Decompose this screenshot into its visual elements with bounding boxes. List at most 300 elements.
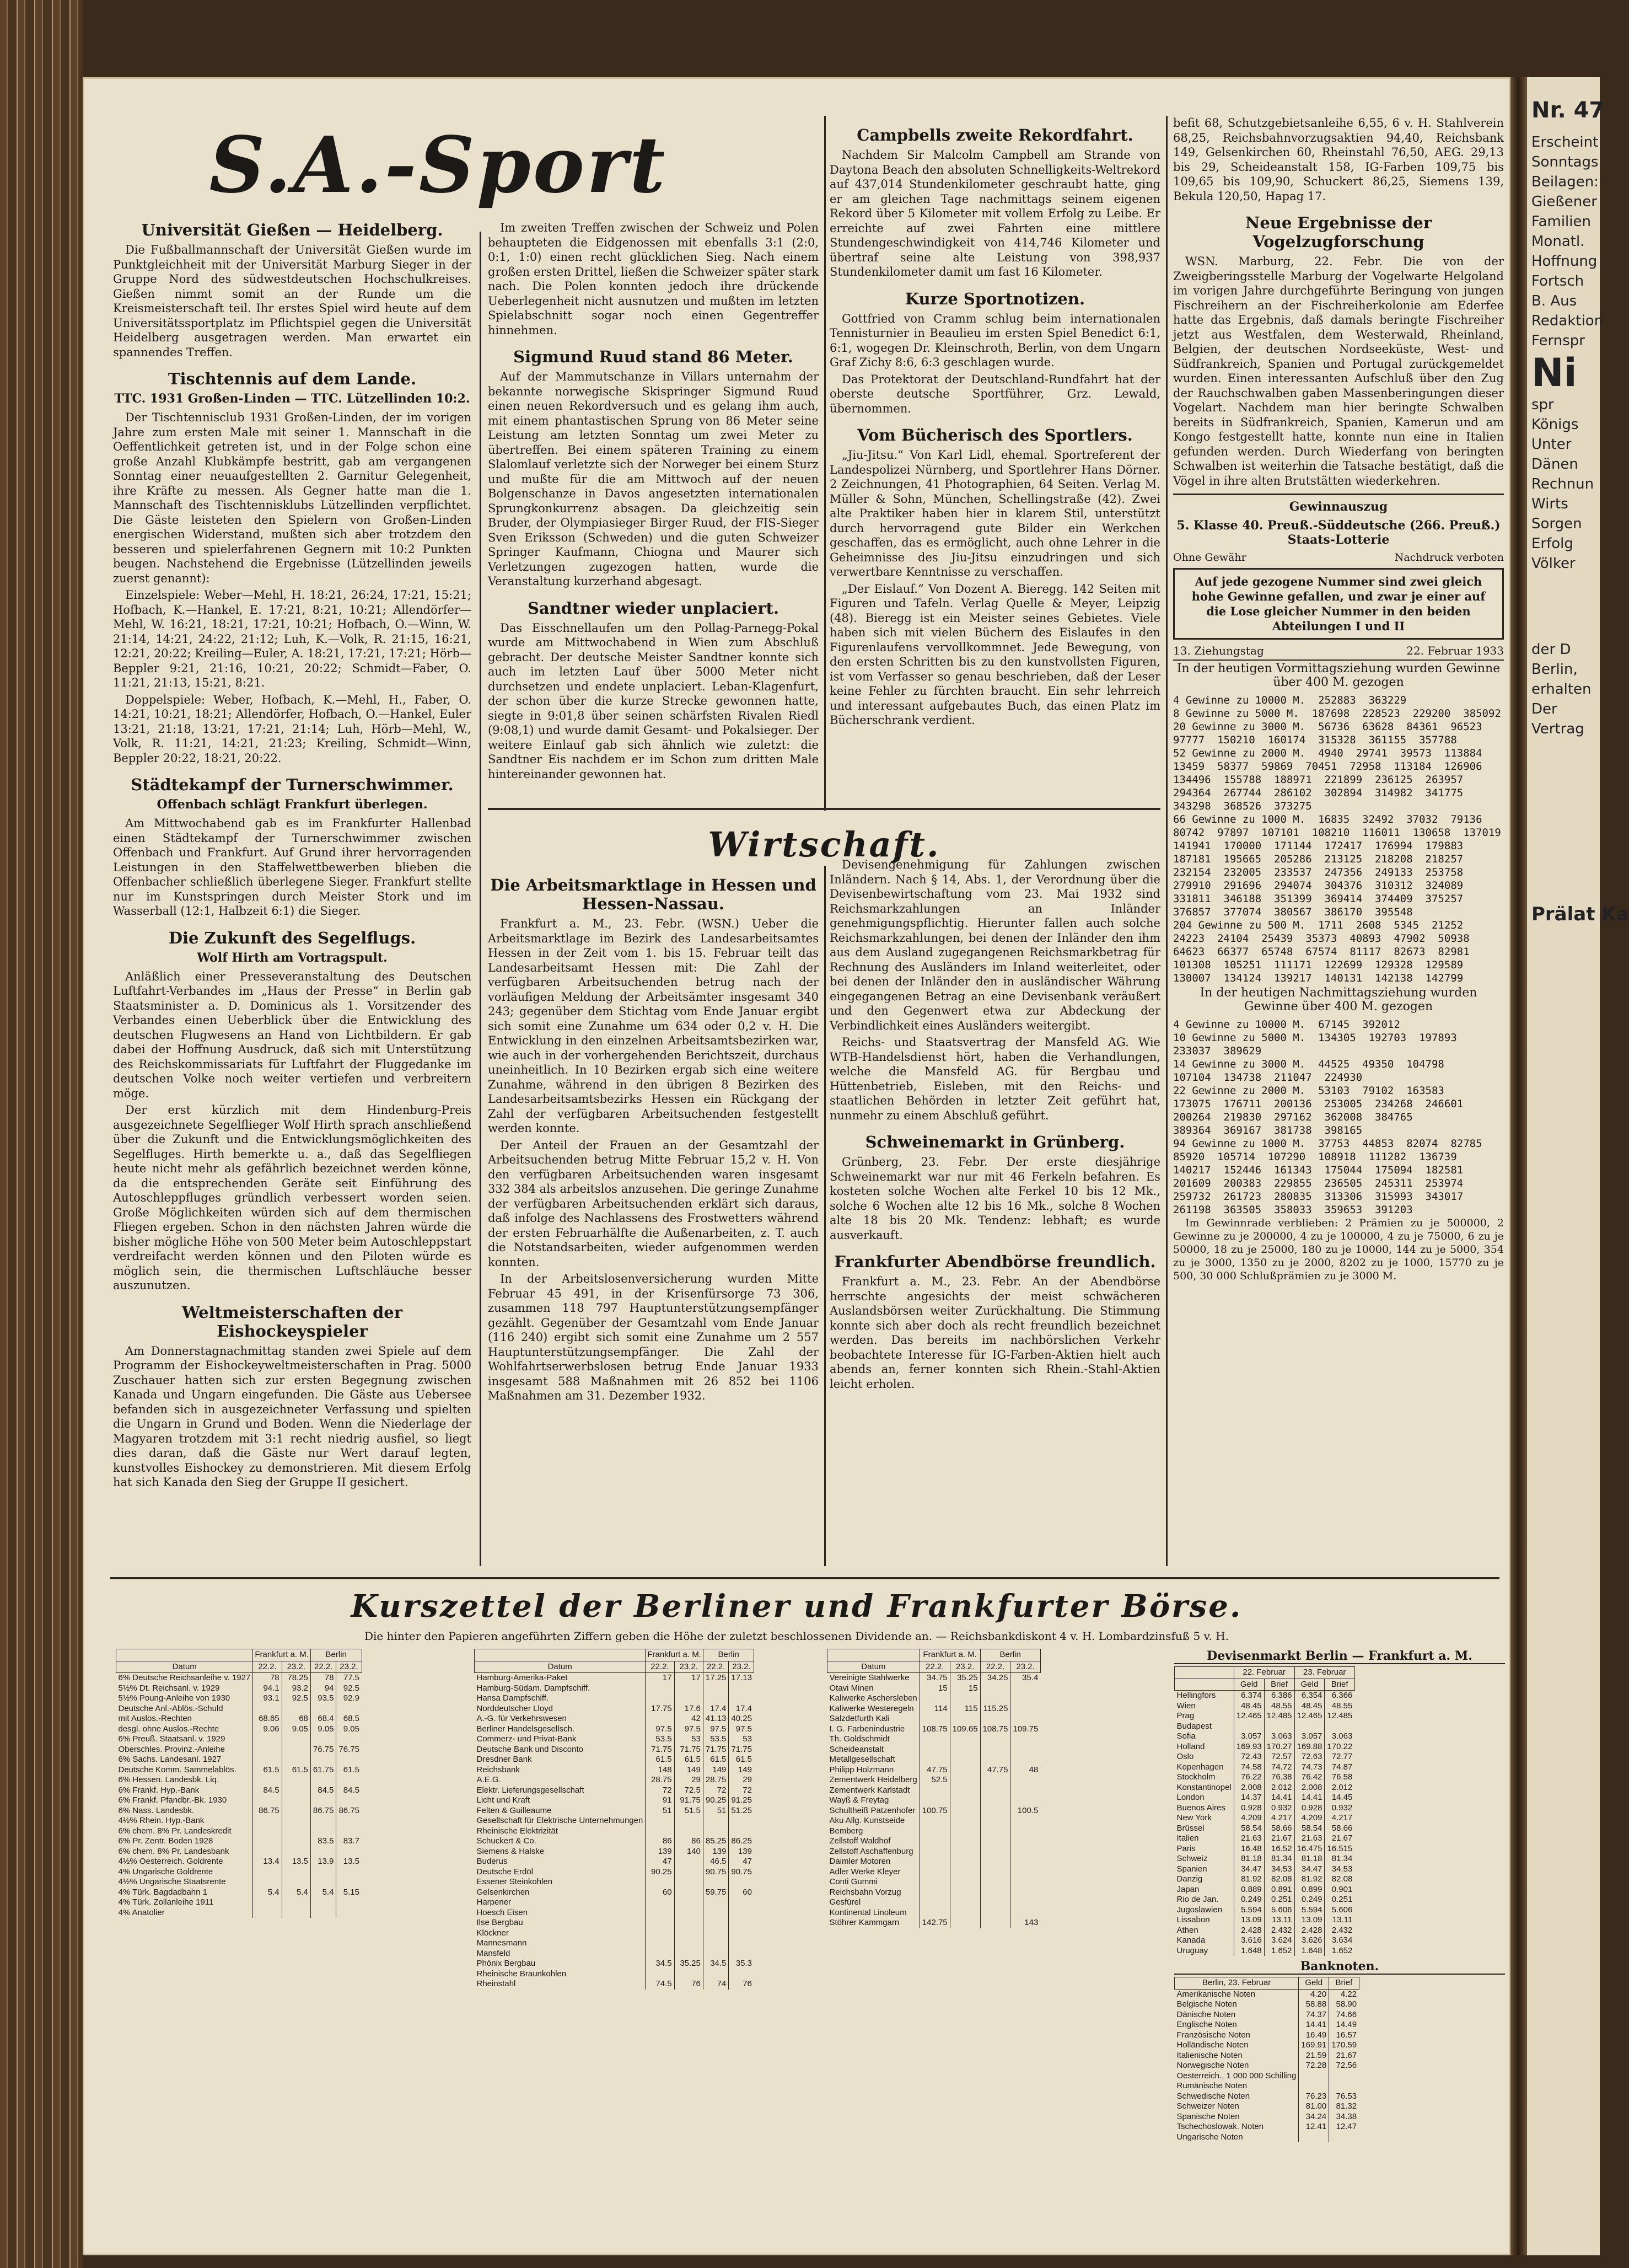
- lottery-day: 13. Ziehungstag: [1173, 644, 1264, 657]
- quote-value: [980, 1806, 1010, 1816]
- rate-value: 5.606: [1325, 1905, 1354, 1916]
- quote-value: 92.5: [336, 1683, 362, 1694]
- rate-value: 12.485: [1264, 1711, 1294, 1722]
- table-row: [827, 1775, 1041, 1786]
- quote-value: [950, 1888, 980, 1898]
- rate-value: 169.93: [1234, 1742, 1264, 1752]
- quote-value: [646, 1826, 674, 1837]
- quote-value: [1010, 1836, 1040, 1847]
- quote-value: 29: [729, 1775, 754, 1786]
- rate-value: 0.889: [1234, 1885, 1264, 1895]
- quote-value: 97.5: [703, 1724, 729, 1735]
- table-row: [116, 1908, 362, 1918]
- quote-value: [310, 1877, 336, 1888]
- issue-number: Nr. 47: [1531, 98, 1605, 123]
- rate-value: 3.616: [1234, 1935, 1264, 1946]
- economy-column-2: [830, 857, 1160, 1569]
- quote-value: [950, 1897, 980, 1908]
- quote-value: [646, 1928, 674, 1939]
- article-title: Kurze Sportnotizen.: [905, 289, 1085, 308]
- table-row: [475, 1908, 754, 1918]
- table-row: [1175, 2020, 1359, 2030]
- quote-value: [336, 1867, 362, 1878]
- quote-value: [646, 1714, 674, 1724]
- quote-value: 35.25: [674, 1959, 703, 1969]
- currency-name: Danzig: [1176, 1874, 1203, 1884]
- quote-value: 34.5: [703, 1959, 729, 1969]
- table-row: [1175, 1895, 1355, 1905]
- table-row: [475, 1877, 754, 1888]
- rate-value: 76.58: [1325, 1772, 1354, 1783]
- quote-value: 85.25: [703, 1836, 729, 1847]
- table-row: [475, 1683, 754, 1694]
- adjacent-text-fragment: Familien: [1531, 213, 1591, 230]
- table-row: [116, 1888, 362, 1898]
- quote-value: [1010, 1745, 1040, 1755]
- quote-value: [1010, 1857, 1040, 1867]
- quote-value: [253, 1816, 282, 1826]
- quote-value: 15: [950, 1683, 980, 1694]
- rate-value: 16.475: [1294, 1844, 1325, 1854]
- quote-value: 5.4: [310, 1888, 336, 1898]
- lottery-date: 22. Februar 1933: [1406, 644, 1504, 657]
- table-header-cell: 23.2.: [1010, 1661, 1040, 1673]
- rate-value: 16.49: [1299, 2030, 1329, 2041]
- table-group-header: 23. Februar: [1294, 1667, 1354, 1679]
- article-body: Gottfried von Cramm schlug beim internationalen Tennisturnier in Beaulieu im ersten Spiel Benedict 6:1, 6:1, wogegen Dr. Kleinschroth, Berlin, von dem Ungarn Graf Zichy 8:6, 6:3 geschlagen wurde.: [830, 312, 1160, 369]
- adjacent-text-fragment: Monatl.: [1531, 233, 1585, 250]
- security-name: Kaliwerke Aschersleben: [829, 1693, 917, 1703]
- security-name: Berliner Handelsgesellsch.: [476, 1724, 575, 1734]
- quote-value: 48: [1010, 1765, 1040, 1776]
- quote-value: 47: [729, 1857, 754, 1867]
- quote-value: [646, 1949, 674, 1959]
- table-row: [116, 1795, 362, 1806]
- table-header-cell: 23.2.: [336, 1661, 362, 1673]
- quote-value: [253, 1826, 282, 1837]
- quote-value: [703, 1928, 729, 1939]
- rate-value: 74.87: [1325, 1762, 1354, 1773]
- quote-value: [282, 1897, 310, 1908]
- quote-value: 5.4: [253, 1888, 282, 1898]
- currency-name: Paris: [1176, 1843, 1196, 1853]
- quote-value: [336, 1877, 362, 1888]
- table-row: [475, 1836, 754, 1847]
- security-name: Hamburg-Amerika-Paket: [476, 1673, 568, 1682]
- article-body: Devisengenehmigung für Zahlungen zwischen Inländern. Nach § 14, Abs. 1, der Verordnung über die Devisenbewirtschaftung vom 23. Mai 1932 sind Reichsmarkzahlungen an Inländer genehmigungspflichtig. Hierunter fallen auch solche Reichsmarkzahlungen, bei denen der Inländer den ihm aus dem Ausland zugegangenen Reichsmarkbetrag für Rechnung des Ausländers im Inland weiterleitet, oder bei denen der Inländer den in ausländischer Währung eingegangenen Betrag an eine Devisenbank veräußert und den Gegenwert etwa zur Abdeckung der Verbindlichkeit eines Ausländers weitergibt.: [830, 858, 1160, 1032]
- rate-value: 14.37: [1234, 1793, 1264, 1803]
- quote-value: [980, 1867, 1010, 1878]
- column-rule: [480, 232, 481, 1566]
- article-body: Grünberg, 23. Febr. Der erste diesjährige Schweinemarkt war nur mit 46 Ferkeln befahren. Es kosteten solche Wochen alte Ferkel 10 bis 12 Mk., solche 6 Wochen alte 12 bis 16 Mk., solche 8 Wochen alte 18 bis 20 Mk. Tendenz: lebhaft; es wurde ausverkauft.: [830, 1155, 1160, 1242]
- quote-value: [253, 1877, 282, 1888]
- quote-value: [980, 1908, 1010, 1918]
- table-row: [1175, 1999, 1359, 2010]
- quote-value: [674, 1969, 703, 1980]
- table-row: [827, 1877, 1041, 1888]
- rate-value: 21.67: [1264, 1833, 1294, 1844]
- table-row: [475, 1888, 754, 1898]
- quote-value: 51.25: [729, 1806, 754, 1816]
- currency-name: Prag: [1176, 1711, 1195, 1720]
- table-header-cell: Datum: [116, 1661, 253, 1673]
- column-rule: [824, 116, 826, 811]
- table-header-cell: [827, 1649, 920, 1661]
- quote-value: [674, 1938, 703, 1949]
- quote-value: [646, 1816, 674, 1826]
- rate-value: [1294, 1722, 1325, 1732]
- table-row: [1175, 2040, 1359, 2051]
- currency-name: New York: [1176, 1813, 1212, 1822]
- security-name: 6% Frankf. Hyp.-Bank: [118, 1785, 200, 1795]
- security-name: 4% Türk. Zollanleihe 1911: [118, 1897, 214, 1907]
- quote-value: [1010, 1867, 1040, 1878]
- table-header-cell: 22.2.: [646, 1661, 674, 1673]
- table-row: [827, 1888, 1041, 1898]
- rate-value: [1264, 1722, 1294, 1732]
- lottery-copyright: Nachdruck verboten: [1394, 551, 1504, 564]
- rate-value: 21.67: [1325, 1833, 1354, 1844]
- quote-value: 149: [674, 1765, 703, 1776]
- table-row: [116, 1786, 362, 1796]
- rate-value: 76.38: [1264, 1772, 1294, 1783]
- adjacent-fragments: [1531, 395, 1595, 573]
- table-header-cell: 22.2.: [980, 1661, 1010, 1673]
- quote-value: 143: [1010, 1918, 1040, 1928]
- quote-value: 108.75: [980, 1724, 1010, 1735]
- quote-value: [920, 1693, 950, 1704]
- security-name: 6% chem. 8% Pr. Landesbank: [118, 1846, 229, 1856]
- quote-value: 114: [920, 1704, 950, 1714]
- adjacent-text-fragment: erhalten: [1531, 681, 1592, 698]
- quote-value: [310, 1755, 336, 1765]
- banknote-name: Französische Noten: [1176, 2030, 1250, 2040]
- rate-value: 81.32: [1329, 2101, 1359, 2112]
- table-row: [475, 1745, 754, 1755]
- quote-value: [980, 1786, 1010, 1796]
- quote-value: [336, 1795, 362, 1806]
- quote-value: 17.13: [729, 1673, 754, 1683]
- rate-value: 74.37: [1299, 2010, 1329, 2020]
- rate-value: 34.47: [1294, 1864, 1325, 1875]
- table-header-cell: 22.2.: [703, 1661, 729, 1673]
- security-name: Mansfeld: [476, 1948, 510, 1958]
- quote-value: 90.25: [646, 1867, 674, 1878]
- table-row: [1175, 1701, 1355, 1712]
- table-row: [116, 1714, 362, 1724]
- quote-value: 17.25: [703, 1673, 729, 1683]
- adjacent-text-fragment: Erscheint: [1531, 134, 1599, 151]
- rate-value: 2.432: [1325, 1926, 1354, 1936]
- rate-value: 2.008: [1294, 1783, 1325, 1793]
- quote-value: [310, 1826, 336, 1837]
- quote-value: 86.75: [253, 1806, 282, 1816]
- rate-value: 4.209: [1294, 1813, 1325, 1824]
- quote-value: [282, 1836, 310, 1847]
- table-row: [475, 1949, 754, 1959]
- table-row: [1175, 1783, 1355, 1793]
- article-body: Am Donnerstagnachmittag standen zwei Spiele auf dem Programm der Eishockeyweltmeisterschaften in Prag. 5000 Zuschauer hatten sich zur ersten Begegnung zwischen Kanada und Ungarn eingefunden. Die Gäste aus Uebersee befanden sich in ausgezeichneter Verfassung und spielten die Ungarn in Grund und Boden. Wenn die Niederlage der Magyaren trotzdem mit 3:1 recht niedrig ausfiel, so liegt dies daran, daß die Gäste nur Wert darauf legten, kunstvolles Eishockey zu demonstrieren. Mit diesem Erfolg hat sich Kanada den Sieg der Gruppe II gesichert.: [113, 1344, 471, 1489]
- currency-table: [1174, 1666, 1355, 1956]
- rate-value: 6.354: [1294, 1691, 1325, 1701]
- security-name: Dresdner Bank: [476, 1755, 532, 1764]
- security-name: Hamburg-Südam. Dampfschiff.: [476, 1683, 590, 1693]
- quote-value: [729, 1826, 754, 1837]
- article-title: Weltmeisterschaften der Eishockeyspieler: [181, 1302, 403, 1341]
- table-row: [116, 1673, 362, 1683]
- quote-value: [703, 1969, 729, 1980]
- quote-value: [646, 1908, 674, 1918]
- quote-value: 53: [674, 1734, 703, 1745]
- table-row: [827, 1673, 1041, 1683]
- article-body: Im zweiten Treffen zwischen der Schweiz und Polen behaupteten die Eidgenossen mit ebenfalls 3:1 (2:0, 0:1, 1:0) einen recht glücklichen Sieg. Nach einem großen ersten Drittel, ließen die Schweizer später stark nach. Die Polen konnten jedoch ihre drückende Ueberlegenheit nicht ausnutzen und mußten im letzten Spielabschnitt sogar noch einen Gegentreffer hinnehmen.: [488, 221, 819, 337]
- quote-value: 61.75: [310, 1765, 336, 1776]
- quote-value: 78.25: [282, 1673, 310, 1683]
- quote-value: 86.75: [310, 1806, 336, 1816]
- banknote-name: Holländische Noten: [1176, 2040, 1249, 2050]
- quote-value: 61.5: [282, 1765, 310, 1776]
- quote-value: 83.5: [310, 1836, 336, 1847]
- quote-value: 97.5: [674, 1724, 703, 1735]
- quote-value: [980, 1836, 1010, 1847]
- currency-name: Buenos Aires: [1176, 1803, 1225, 1813]
- table-row: [1175, 1722, 1355, 1732]
- quote-value: 60: [646, 1888, 674, 1898]
- quote-value: 35.4: [1010, 1673, 1040, 1683]
- table-row: [475, 1969, 754, 1980]
- table-row: [116, 1693, 362, 1704]
- table-row: [827, 1724, 1041, 1735]
- quote-value: 74.5: [646, 1979, 674, 1990]
- rate-value: 3.634: [1325, 1935, 1354, 1946]
- quote-table: [116, 1649, 362, 1918]
- table-row: [475, 1795, 754, 1806]
- rate-value: 21.59: [1299, 2051, 1329, 2061]
- security-name: Hansa Dampfschiff.: [476, 1693, 549, 1703]
- quote-value: [1010, 1755, 1040, 1765]
- lottery-section: [1173, 494, 1504, 1283]
- rate-value: 34.24: [1299, 2112, 1329, 2122]
- lottery-afternoon-caption: In der heutigen Nachmittagsziehung wurden Gewinne über 400 M. gezogen: [1200, 986, 1477, 1014]
- banknotes-heading: Banknoten.: [1174, 1959, 1505, 1975]
- rate-value: 21.63: [1234, 1833, 1264, 1844]
- rate-value: 12.47: [1329, 2122, 1359, 2132]
- quote-value: [1010, 1908, 1040, 1918]
- table-row: [475, 1704, 754, 1714]
- rate-value: 81.00: [1299, 2101, 1329, 2112]
- security-name: Norddeutscher Lloyd: [476, 1703, 553, 1713]
- table-row: [827, 1765, 1041, 1776]
- article-title: Sigmund Ruud stand 86 Meter.: [513, 347, 793, 366]
- currency-name: Wien: [1176, 1701, 1196, 1711]
- rate-value: 5.594: [1294, 1905, 1325, 1916]
- table-header-cell: 22.2.: [253, 1661, 282, 1673]
- rate-value: 81.34: [1264, 1854, 1294, 1864]
- adjacent-text-fragment: Prälat Ka: [1531, 903, 1629, 925]
- table-row: [827, 1734, 1041, 1745]
- security-name: 5½% Poung-Anleihe von 1930: [118, 1693, 230, 1703]
- quote-value: [282, 1806, 310, 1816]
- quote-value: 68.5: [336, 1714, 362, 1724]
- quote-value: [646, 1897, 674, 1908]
- quote-value: [920, 1847, 950, 1857]
- security-name: 4½% Oesterreich. Goldrente: [118, 1857, 223, 1866]
- table-row: [475, 1857, 754, 1867]
- quote-value: 109.75: [1010, 1724, 1040, 1735]
- quote-value: [310, 1908, 336, 1918]
- quote-value: 42: [674, 1714, 703, 1724]
- table-header-cell: 22.2.: [920, 1661, 950, 1673]
- rate-value: 0.932: [1264, 1803, 1294, 1814]
- banknote-name: Norwegische Noten: [1176, 2061, 1249, 2070]
- rate-value: 72.63: [1294, 1752, 1325, 1762]
- table-row: [827, 1908, 1041, 1918]
- quote-value: 140: [674, 1847, 703, 1857]
- quote-table: [474, 1649, 754, 1990]
- article-body: Das Eisschnellaufen um den Pollag-Parnegg-Pokal wurde am Mittwochabend in Wien zum Abschluß gebracht. Der deutsche Meister Sandtner konnte sich auch im letzten Lauf über 5000 Meter nicht durchsetzen und endete unplaciert. Leban-Klagenfurt, der schon über die kurze Strecke gewonnen hatte, siegte in 9:01,8 über seinen schärfsten Rivalen Riedl (9:08,1) und wurde damit Gesamt- und Pokalsieger. Der weitere Einlauf gab sich ähnlich wie zuletzt: die Sandtner Eis nachdem er im Schon zum dritten Male hintereinander gewonnen hat.: [488, 621, 819, 781]
- rate-value: 3.057: [1234, 1731, 1264, 1742]
- rate-value: 0.928: [1234, 1803, 1264, 1814]
- quote-value: 71.75: [703, 1745, 729, 1755]
- quote-value: [950, 1714, 980, 1724]
- table-row: [475, 1775, 754, 1786]
- rate-value: 81.18: [1294, 1854, 1325, 1864]
- rate-value: 6.366: [1325, 1691, 1354, 1701]
- quote-value: [336, 1755, 362, 1765]
- rate-value: 34.38: [1329, 2112, 1359, 2122]
- table-row: [1175, 1854, 1355, 1864]
- quote-value: [950, 1867, 980, 1878]
- article-title: Die Zukunft des Segelflugs.: [168, 928, 416, 947]
- rate-value: 13.11: [1325, 1915, 1354, 1926]
- table-row: [475, 1714, 754, 1724]
- table-row: [1175, 1793, 1355, 1803]
- rate-value: 58.54: [1234, 1824, 1264, 1834]
- lottery-notice-box: Auf jede gezogene Nummer sind zwei gleich hohe Gewinne gefallen, und zwar je einer auf die Lose gleicher Nummer in den beiden Abteilungen I und II: [1173, 568, 1504, 640]
- rate-value: 0.932: [1325, 1803, 1354, 1814]
- quote-value: 84.5: [310, 1786, 336, 1796]
- quote-value: [703, 1693, 729, 1704]
- table-row: [475, 1755, 754, 1765]
- adjacent-text-fragment: Fernspr: [1531, 333, 1585, 349]
- security-name: Metallgesellschaft: [829, 1755, 895, 1764]
- quote-value: 17.75: [646, 1704, 674, 1714]
- rate-value: 2.008: [1234, 1783, 1264, 1793]
- table-row: [827, 1806, 1041, 1816]
- quote-value: 34.5: [646, 1959, 674, 1969]
- security-name: Zellstoff Waldhof: [829, 1836, 891, 1846]
- adjacent-text-fragment: Gießener: [1531, 194, 1597, 210]
- quote-value: 51: [703, 1806, 729, 1816]
- security-name: Hoesch Eisen: [476, 1907, 528, 1917]
- security-name: 6% Pr. Zentr. Boden 1928: [118, 1836, 213, 1846]
- table-row: [475, 1816, 754, 1826]
- banknote-name: Schwedische Noten: [1176, 2091, 1250, 2101]
- currency-name: Lissabon: [1176, 1915, 1210, 1924]
- adjacent-text-fragment: Wirts: [1531, 496, 1568, 512]
- security-name: Felten & Guilleaume: [476, 1805, 552, 1815]
- quote-value: [950, 1745, 980, 1755]
- table-row: [827, 1897, 1041, 1908]
- security-name: desgl. ohne Auslos.-Rechte: [118, 1724, 219, 1734]
- table-row: [475, 1765, 754, 1776]
- quote-value: [703, 1938, 729, 1949]
- quote-value: 9.05: [310, 1724, 336, 1735]
- table-row: [1175, 1833, 1355, 1844]
- quote-table-bonds: [116, 1649, 469, 2233]
- rate-value: 0.249: [1294, 1895, 1325, 1905]
- table-header-cell: Brief: [1325, 1679, 1354, 1691]
- security-name: 6% Nass. Landesbk.: [118, 1805, 195, 1815]
- rate-value: 58.88: [1299, 1999, 1329, 2010]
- rate-value: 170.27: [1264, 1742, 1294, 1752]
- quote-value: [674, 1897, 703, 1908]
- rate-value: 0.251: [1325, 1895, 1354, 1905]
- rate-value: 0.928: [1294, 1803, 1325, 1814]
- quote-value: 100.75: [920, 1806, 950, 1816]
- sport-masthead: S.A.-Sport: [209, 120, 668, 211]
- table-row: [116, 1826, 362, 1837]
- table-row: [475, 1979, 754, 1990]
- quote-value: [703, 1683, 729, 1694]
- article-body: Einzelspiele: Weber—Mehl, H. 18:21, 26:24, 17:21, 15:21; Hofbach, K.—Hankel, E. 17:21, 8:21, 10:21; Allendörfer—Mehl, W. 16:21, 18:21, 17:21, 10:21; Hofbach, O.—Winn, W. 21:14, 14:21, 24:22, 21:12; Luh, K.—Volk, R. 21:15, 16:21, 12:21, 20:22; Kreiling—Euler, A. 18:21, 17:21, 17:21; Hörb—Beppler 9:21, 21:16, 10:21, 20:22; Schmidt—Faber, O. 11:21, 21:13, 15:21, 8:21.: [113, 588, 471, 689]
- rate-value: 169.91: [1299, 2040, 1329, 2051]
- article-title: Frankfurter Abendbörse freundlich.: [834, 1252, 1156, 1271]
- quote-value: [980, 1897, 1010, 1908]
- quote-value: 59.75: [703, 1888, 729, 1898]
- quote-value: [674, 1857, 703, 1867]
- quote-value: 74: [703, 1979, 729, 1990]
- security-name: Stöhrer Kammgarn: [829, 1918, 900, 1927]
- table-group-header: Frankfurt a. M.: [646, 1649, 703, 1661]
- rate-value: 13.09: [1294, 1915, 1325, 1926]
- quote-value: [920, 1888, 950, 1898]
- rate-value: 1.648: [1294, 1946, 1325, 1956]
- security-name: Th. Goldschmidt: [829, 1734, 890, 1744]
- rate-value: 170.22: [1325, 1742, 1354, 1752]
- table-row: [116, 1745, 362, 1755]
- article-title: Neue Ergebnisse der Vogelzugforschung: [1245, 213, 1432, 251]
- quote-value: [336, 1908, 362, 1918]
- quote-value: 61.5: [703, 1755, 729, 1765]
- rate-value: 76.23: [1299, 2092, 1329, 2102]
- rate-value: 6.374: [1234, 1691, 1264, 1701]
- banknote-name: Italienische Noten: [1176, 2050, 1243, 2060]
- security-name: Zementwerk Karlstadt: [829, 1785, 910, 1795]
- banknote-name: Amerikanische Noten: [1176, 1989, 1256, 1999]
- security-name: Deutsche Bank und Disconto: [476, 1744, 583, 1754]
- quote-value: [674, 1949, 703, 1959]
- article-body: Am Mittwochabend gab es im Frankfurter Hallenbad einen Städtekampf der Turnerschwimmer zwischen Offenbach und Frankfurt. Auf Grund ihrer hervorragenden Leistungen in den Staffelwettbewerben blieben die Offenbacher schließlich überlegene Sieger. Frankfurt stellte nur im Kunstspringen durch Meister Stork und im Wasserball (12:1, Halbzeit 6:1) die Sieger.: [113, 817, 471, 918]
- quote-value: [920, 1826, 950, 1837]
- quote-value: 68.4: [310, 1714, 336, 1724]
- table-row: [1175, 2132, 1359, 2143]
- quote-value: 60: [729, 1888, 754, 1898]
- stock-exchange-subtitle: Die hinter den Papieren angeführten Ziffern geben die Höhe der zuletzt beschlossenen Dividende an. — Reichsbankdiskont 4 v. H. Lombardzinsfuß 5 v. H.: [364, 1629, 1229, 1643]
- quote-value: [950, 1826, 980, 1837]
- table-row: [116, 1816, 362, 1826]
- quote-value: 35.25: [950, 1673, 980, 1683]
- quote-value: 47: [646, 1857, 674, 1867]
- table-row: [1175, 1874, 1355, 1885]
- quote-value: [310, 1847, 336, 1857]
- economy-heading: Wirtschaft.: [708, 824, 940, 865]
- adjacent-text-fragment: B. Aus: [1531, 293, 1577, 309]
- book-fold: [1509, 77, 1527, 2255]
- quote-value: [1010, 1795, 1040, 1806]
- lottery-numbers-afternoon: 4 Gewinne zu 10000 M. 67145 392012 10 Gewinne zu 5000 M. 134305 192703 197893 233037 389629 14 Gewinne zu 3000 M. 44525 49350 104798 107104 134738 211047 224930 22 Gewinne zu 2000 M. 53103 79102 163583 173075 176711 200136 253005 234268 246601 200264 219830 297162 362008 384765 389364 369167 381738 398165 94 Gewinne zu 1000 M. 37753 44853 82074 82785 85920 105714 107290 108918 111282 136739 140217 152446 161343 175044 175094 182581 201609 200383 229855 236505 245311 253974 259732 261723 280835 313306 315993 343017 261198 363505 358033 359653 391203: [1173, 1018, 1482, 1216]
- currency-name: Uruguay: [1176, 1945, 1208, 1955]
